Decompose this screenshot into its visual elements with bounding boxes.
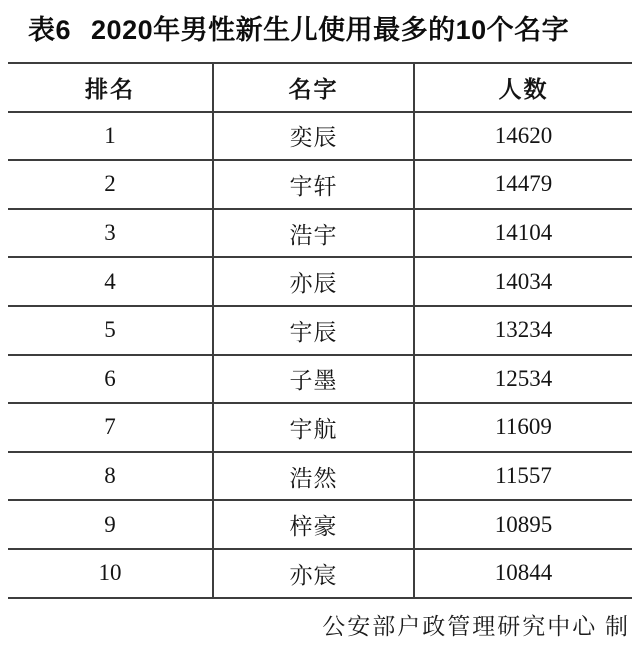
cell-rank: 8 xyxy=(104,463,116,489)
cell-name: 亦辰 xyxy=(212,258,415,305)
source-credit: 公安部户政管理研究中心 制 xyxy=(322,613,630,639)
cell-name: 浩然 xyxy=(212,453,415,500)
cell-rank: 9 xyxy=(104,511,116,537)
cell-name: 子墨 xyxy=(212,356,415,403)
cell-name: 浩宇 xyxy=(212,210,415,257)
cell-rank: 6 xyxy=(104,365,116,391)
page-title xyxy=(0,0,640,47)
table-row xyxy=(8,404,632,453)
table-row xyxy=(8,258,632,307)
cell-rank: 4 xyxy=(104,268,116,294)
cell-count: 14620 xyxy=(494,122,553,148)
cell-count: 14479 xyxy=(494,171,553,197)
table-row xyxy=(8,550,632,599)
table-row xyxy=(8,453,632,502)
cell-name: 奕辰 xyxy=(212,113,415,160)
cell-rank: 7 xyxy=(104,414,116,440)
cell-name: 亦宸 xyxy=(212,550,415,597)
table-row xyxy=(8,501,632,550)
cell-rank: 3 xyxy=(104,220,116,246)
table-row xyxy=(8,356,632,405)
table-header-row xyxy=(8,64,632,113)
table-title-text: 2020年男性新生儿使用最多的10个名字 xyxy=(91,15,570,45)
cell-count: 14104 xyxy=(494,220,553,246)
cell-name: 梓豪 xyxy=(212,501,415,548)
cell-rank: 5 xyxy=(104,317,116,343)
names-table xyxy=(8,62,632,599)
header-name: 名字 xyxy=(212,64,415,111)
header-count: 人数 xyxy=(498,76,549,102)
header-rank: 排名 xyxy=(85,76,135,102)
cell-count: 13234 xyxy=(494,317,553,343)
cell-name: 宇轩 xyxy=(212,161,415,208)
table-row xyxy=(8,210,632,259)
cell-rank: 2 xyxy=(104,171,116,197)
cell-rank: 1 xyxy=(104,122,116,148)
cell-name: 宇航 xyxy=(212,404,415,451)
cell-count: 10895 xyxy=(494,511,553,537)
cell-count: 14034 xyxy=(494,268,553,294)
cell-rank: 10 xyxy=(98,560,122,586)
cell-count: 10844 xyxy=(494,560,553,586)
table-row xyxy=(8,307,632,356)
cell-count: 11609 xyxy=(495,414,552,440)
cell-count: 11557 xyxy=(495,463,552,489)
cell-count: 12534 xyxy=(494,365,553,391)
table-row xyxy=(8,113,632,162)
table-row xyxy=(8,161,632,210)
table-number-label: 表6 xyxy=(28,15,72,45)
cell-name: 宇辰 xyxy=(212,307,415,354)
